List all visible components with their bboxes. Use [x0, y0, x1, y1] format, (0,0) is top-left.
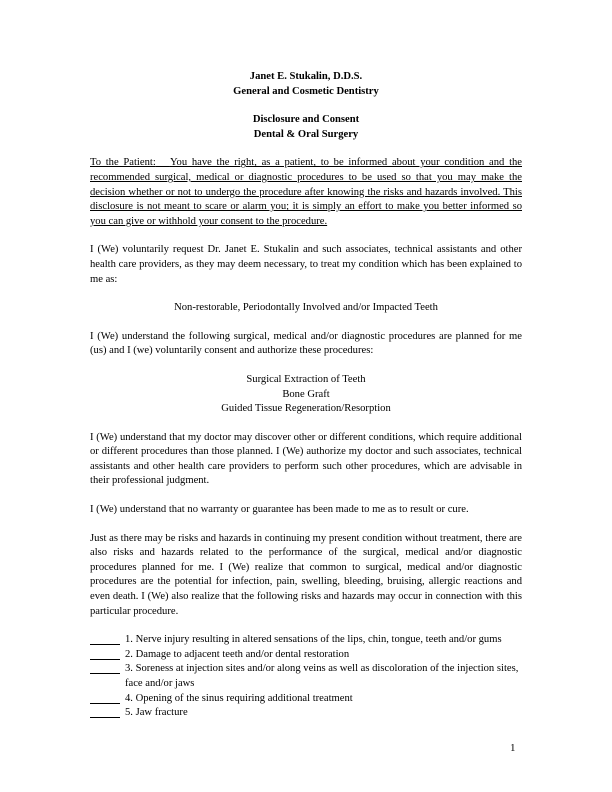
condition-line: Non-restorable, Periodontally Involved and/or Impacted Teeth	[174, 302, 438, 314]
document-page	[90, 70, 522, 721]
risk-item	[90, 648, 522, 663]
intro-paragraph	[90, 156, 522, 229]
discover-paragraph: I (We) understand that my doctor may discover other or different conditions, which require additional or different procedures than those planned. I (We) authorize my doctor and such associates, technical assistants and other health care providers to perform such other procedures, which are advisable in their professional judgment.	[90, 431, 522, 487]
request-paragraph: I (We) voluntarily request Dr. Janet E. Stukalin and such associates, technical assistants and other health care providers, as they may deem necessary, to treat my condition which has been explained to me as:	[90, 244, 522, 285]
risk-text: 3. Soreness at injection sites and/or along veins as well as discoloration of the injection sites, face and/or jaws	[125, 663, 519, 689]
document-title: Disclosure and Consent	[252, 114, 360, 126]
initial-blank[interactable]	[90, 706, 120, 718]
risk-text: 1. Nerve injury resulting in altered sensations of the lips, chin, tongue, teeth and/or gums	[125, 634, 502, 646]
page-number: 1	[510, 742, 516, 754]
initial-blank[interactable]	[90, 633, 120, 645]
doctor-name: Janet E. Stukalin, D.D.S.	[249, 71, 363, 82]
risk-item	[90, 662, 522, 691]
initial-blank[interactable]	[90, 648, 120, 660]
risk-item	[90, 706, 522, 721]
procedure-item: Guided Tissue Regeneration/Resorption	[221, 403, 391, 415]
intro-text: You have the right, as a patient, to be informed about your condition and the recommended surgical, medical or diagnostic procedures to be used so that you may make the decision whether or not to undergo the procedure after knowing the risks and hazards involved. This disclosure is not meant to scare or alarm you; it is simply an effort to make you better informed so you can give or withhold your consent to the procedure.	[90, 157, 523, 227]
risks-paragraph: Just as there may be risks and hazards in continuing my present condition without treatment, there are also risks and hazards related to the performance of the surgical, medical and/or diagnostic procedures planned for me. I (We) realize that common to surgical, medical and/or diagnostic procedures are the potential for infection, pain, swelling, bleeding, bruising, allergic reactions and even death. I (We) also realize that the following risks and hazards may occur in connection with this particular procedure.	[90, 532, 522, 617]
risk-text: 4. Opening of the sinus requiring additional treatment	[125, 692, 353, 704]
understand-paragraph: I (We) understand the following surgical, medical and/or diagnostic procedures are planned for me (us) and I (we) voluntarily consent and authorize these procedures:	[90, 330, 522, 357]
initial-blank[interactable]	[90, 662, 120, 674]
document-subtitle: Dental & Oral Surgery	[253, 128, 359, 140]
warranty-paragraph: I (We) understand that no warranty or guarantee has been made to me as to result or cure.	[90, 504, 469, 516]
risk-text: 5. Jaw fracture	[125, 707, 188, 719]
practice-name: General and Cosmetic Dentistry	[233, 85, 379, 97]
procedure-item: Bone Graft	[282, 388, 330, 400]
risk-text: 2. Damage to adjacent teeth and/or dental restoration	[125, 648, 350, 660]
intro-lead: To the Patient:	[90, 157, 156, 169]
procedure-item: Surgical Extraction of Teeth	[246, 373, 366, 385]
risk-item	[90, 692, 522, 707]
initial-blank[interactable]	[90, 692, 120, 704]
risk-item	[90, 633, 522, 648]
